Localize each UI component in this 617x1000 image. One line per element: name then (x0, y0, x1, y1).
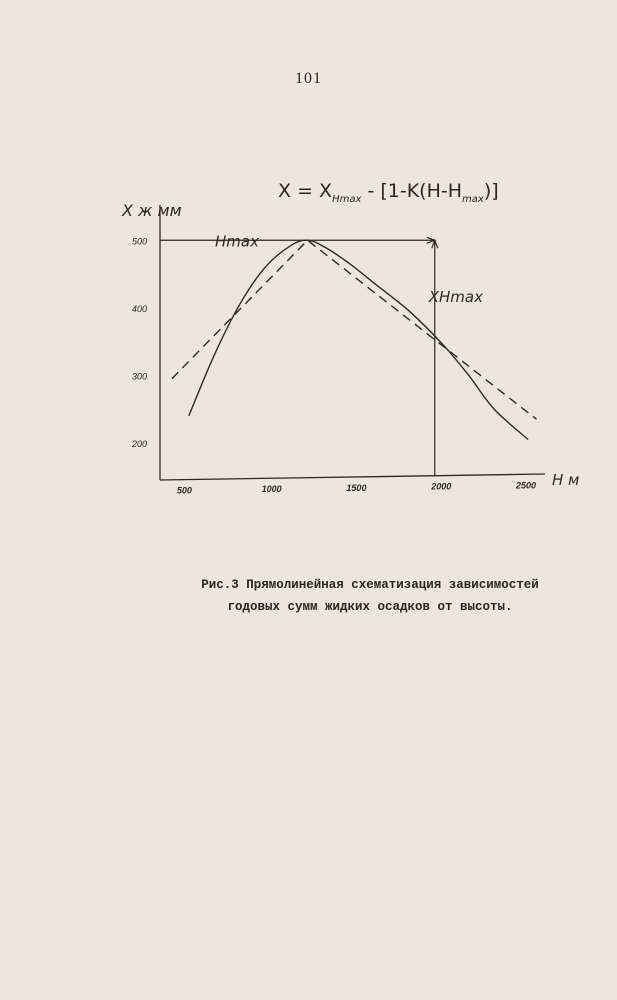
x-axis (160, 474, 545, 480)
formula-bracket-close: )] (483, 180, 499, 202)
x-axis-label: H м (552, 471, 580, 489)
caption-line-2: годовых сумм жидких осадков от высоты. (227, 600, 513, 614)
formula-h-sub: max (462, 193, 484, 205)
figure-caption (150, 574, 590, 618)
x-tick-label: 2500 (516, 480, 537, 491)
series-observed (189, 240, 528, 439)
formula-x: X (319, 180, 333, 202)
page-number: 101 (295, 70, 322, 87)
y-tick-label: 300 (132, 371, 148, 382)
y-tick-label: 200 (132, 438, 148, 449)
x-tick-label: 1000 (261, 484, 282, 495)
y-tick-label: 400 (132, 303, 148, 314)
hmax-label: Hmax (215, 232, 259, 251)
formula-eq: = (297, 180, 313, 202)
y-tick-label: 500 (132, 236, 148, 247)
x-tick-label: 1500 (346, 482, 367, 493)
formula-minus: - (367, 180, 375, 202)
formula-lhs: X (278, 180, 292, 202)
formula-bracket-open: [1-K(H-H (380, 180, 463, 202)
x-tick-label: 500 (176, 485, 192, 496)
xhmax-label: XHmax (428, 288, 484, 306)
x-tick-label: 2000 (431, 481, 452, 492)
y-axis-label: X ж мм (122, 201, 182, 220)
caption-line-1: Рис.3 Прямолинейная схематизация зависимостей (201, 578, 539, 592)
formula-x-sub: Hmax (332, 193, 362, 205)
